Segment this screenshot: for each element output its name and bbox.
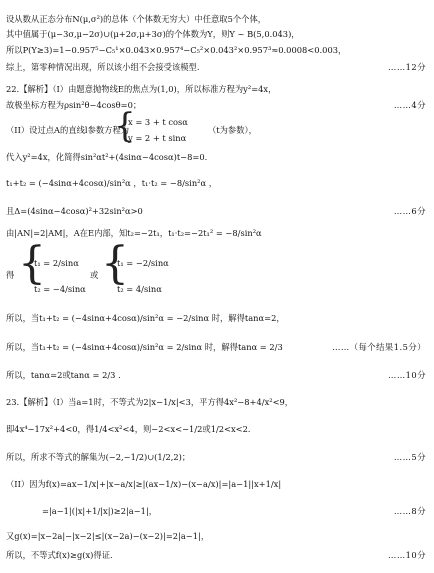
text-line: 设从数从正态分布N(μ,σ²)的总体（个体数无穷大）中任意取5个个体，	[6, 14, 267, 24]
text-line: 即4x⁴−17x²+4<0，得1/4<x²<4，则−2<x<−1/2或1/2<x<2．	[6, 424, 257, 434]
solution-t2: t₂ = −4/sinα	[34, 284, 86, 294]
brace-icon: {	[101, 238, 129, 289]
text-line: 所以，当t₁+t₂ = (−4sinα+4cosα)/sin²α = −2/sinα 时，解得tanα=2，	[6, 313, 285, 323]
brace-icon: {	[18, 238, 46, 289]
text-line: （II）因为f(x)=ax−1/x|+|x−a/x|≥|(ax−1/x)−(x−a/x)|=|a−1||x+1/x|	[6, 479, 282, 489]
text-line: 所以，tanα=2或tanα = 2/3 ．	[6, 370, 127, 380]
text-line: 由|AN|=2|AM|，A在E内部，知t₂=−2t₁，t₁·t₂=−2t₁² = −8/sin²α	[6, 228, 262, 238]
score-mark: ……10分	[388, 370, 426, 380]
text-line: 代入y²=4x，化简得sin²αt²+(4sinα−4cosα)t−8=0．	[6, 152, 213, 162]
text-line: 所以，不等式f(x)≥g(x)得证．	[6, 550, 119, 560]
text-line: 所以，当t₁+t₂ = (−4sinα+4cosα)/sin²α = 2/sinα 时，解得tanα = 2/3	[6, 342, 283, 352]
or-word: 或	[90, 270, 99, 280]
text-line: 故极坐标方程为ρsin²θ−4cosθ=0；	[6, 100, 142, 110]
solution-t1: t₁ = 2/sinα	[34, 258, 79, 268]
text-line: （II）设过点A的直线l参数方程为	[6, 125, 130, 135]
score-mark: ……10分	[388, 550, 426, 560]
param-y: y = 2 + t sinα	[128, 133, 187, 143]
text-line: 23.【解析】（I）当a=1时，不等式为2|x−1/x|<3，平方得4x²−8+4/x²<9，	[6, 397, 294, 407]
param-note: （t为参数），	[208, 125, 257, 135]
text-line: 所以P(Y≥3)=1−0.957⁵−C₅¹×0.043×0.957⁴−C₅²×0.043²×0.957³≈0.0008<0.003，	[6, 45, 347, 55]
solution-t1-alt: t₁ = −2/sinα	[117, 258, 169, 268]
text-line: =|a−1|(|x|+1/|x|)≥2|a−1|，	[42, 506, 158, 516]
text-line: 综上，第零种情况出现，所以该小组不会接受该模型.	[6, 62, 200, 72]
text-line: 其中值属于(μ−3σ,μ−2σ)∪(μ+2σ,μ+3σ)的个体数为Y，则Y ~ B(5,0.043)，	[6, 29, 300, 39]
score-mark: ……4分	[393, 100, 426, 110]
param-x: x = 3 + t cosα	[128, 117, 188, 127]
text-line: t₁+t₂ = (−4sinα+4cosα)/sin²α ，t₁·t₂ = −8/sin²α ，	[6, 178, 218, 188]
score-mark: ……8分	[393, 506, 426, 516]
solution-t2-alt: t₂ = 4/sinα	[117, 284, 162, 294]
text-line: 得	[6, 270, 15, 280]
score-mark: ……（每个结果1.5分）	[332, 342, 426, 352]
score-mark: ……12分	[388, 62, 426, 72]
text-line: 所以，所求不等式的解集为(−2,−1/2)∪(1/2,2)；	[6, 452, 191, 462]
score-mark: ……6分	[393, 206, 426, 216]
brace-icon: {	[114, 106, 136, 146]
text-line: 且Δ=(4sinα−4cosα)²+32sin²α>0	[6, 206, 143, 216]
text-line: 又g(x)=|x−2a|−|x−2|≤|(x−2a)−(x−2)|=2|a−1|，	[6, 531, 210, 541]
text-line: 22.【解析】（I）由题意抛物线E的焦点为(1,0)，所以标准方程为y²=4x，	[6, 84, 277, 94]
score-mark: ……5分	[393, 452, 426, 462]
